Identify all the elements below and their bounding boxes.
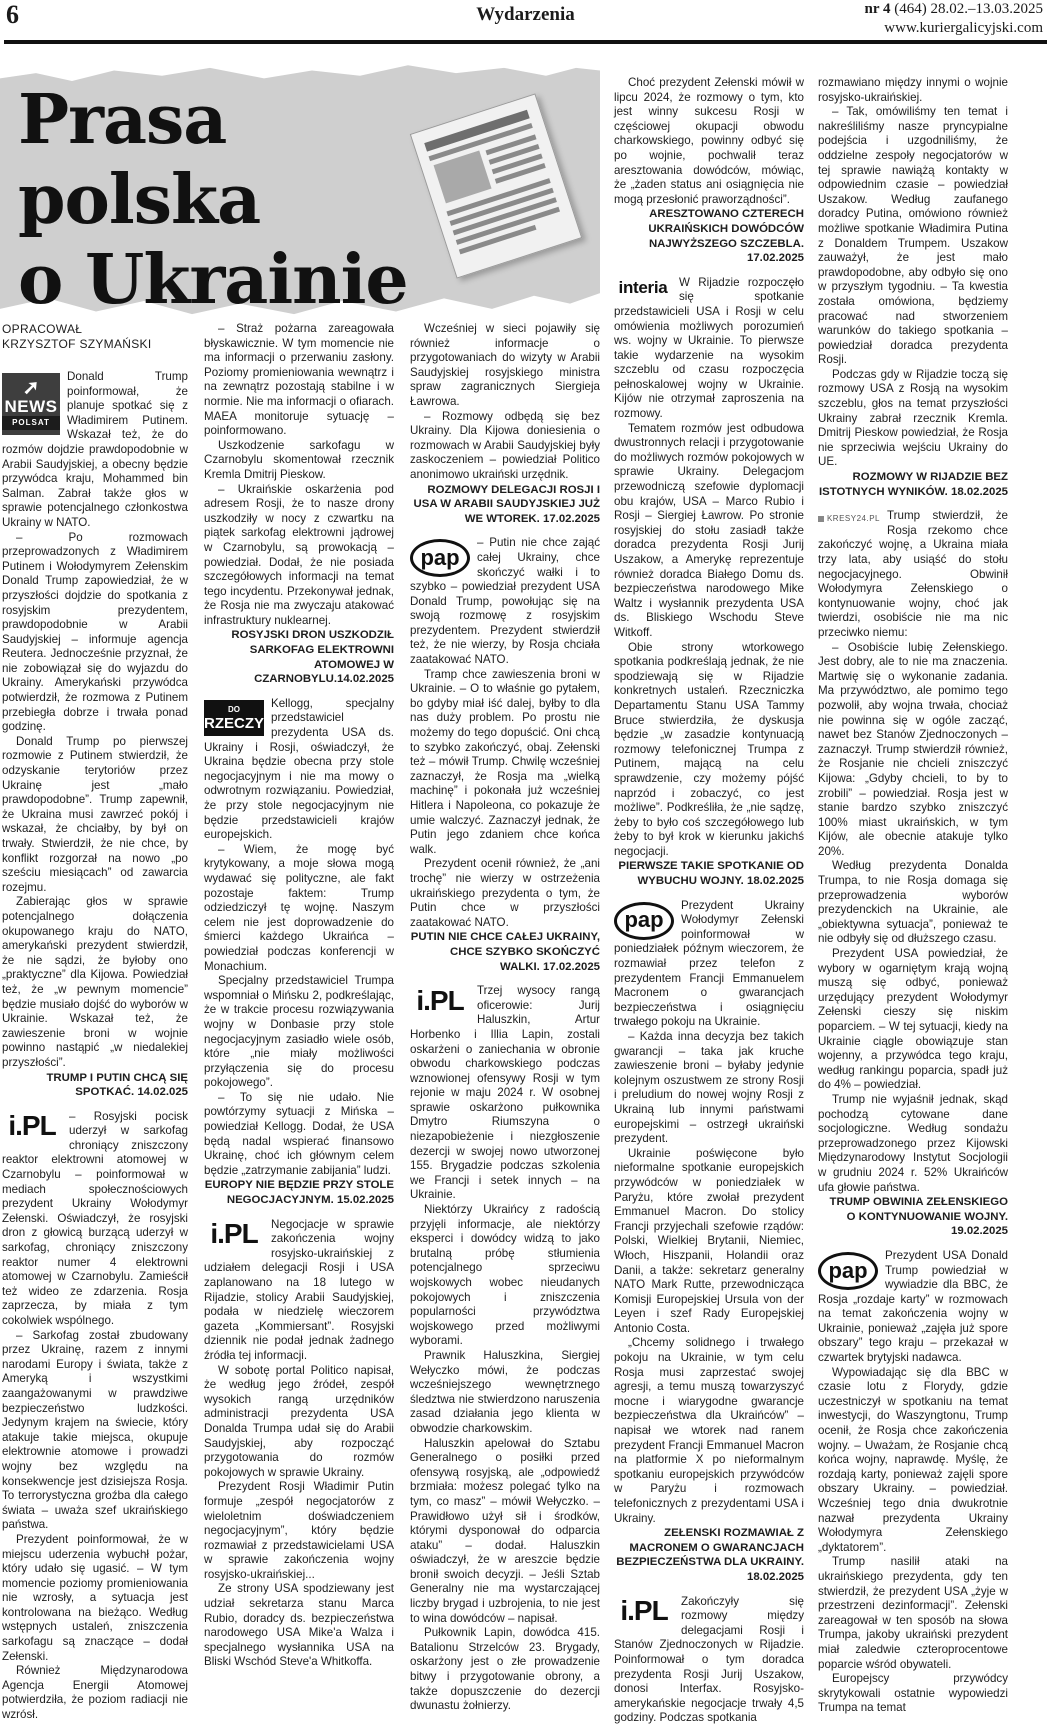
paragraph: Podczas gdy w Rijadzie toczą się rozmowy USA z Rosją na wysokim szczeblu, głos na temat przyszłości Ukrainy zabrał rzecznik Kremla. Dmitrij Pieskow powiedział, że Rosja nie sprzeciwia wejściu Ukrainy do UE. [818, 367, 1008, 469]
paragraph: – Sarkofag został zbudowany przez Ukrainę, razem z innymi narodami Europy i świata, także z Ameryką i wszystkimi zaangażowanymi w prawdziwe bezpieczeństwo ludzkości. Jedynym krajem na świecie, który atakuje takie miejsca, okupuje elektrownie atomowe i prowadzi wojny bez względu na konsekwencje jest dzisiejsza Rosja. To terrorystyczna groźba dla całego świata – uważa szef ukraińskiego państwa. [2, 1328, 188, 1532]
pap-logo: pap [410, 539, 470, 577]
interia-logo: interia [618, 278, 668, 298]
ipl-logo: i.PL [210, 1218, 258, 1250]
paragraph: – Ukraińskie oskarżenia pod adresem Rosji, że to nasze drony uszkodziły w nocy z czwartku na piątek sarkofag elektrowni jądrowej w Czarnobylu, są prowokacją – powiedział. Dodał, że nie posiada szczegółowych informacji na temat tego incydentu. Przekonywał jednak, że Rosja nie ma zwyczaju atakować infrastruktury nuklearnej. [204, 482, 394, 627]
pap-logo: pap [614, 902, 674, 940]
source-headline: ARESZTOWANO CZTERECH UKRAIŃSKICH DOWÓDCÓW NAJWYŻSZEGO SZCZEBLA. 17.02.2025 [648, 208, 804, 265]
paragraph: – Wiem, że mogę być krytykowany, a moje słowa mogą wydawać się polityczne, ale fakt pozostaje faktem: Trump odziedziczył tę wojnę. Naszym celem nie jest doprowadzenie do śmierci każdego Ukraińca – powiedział podczas konferencji w Monachium. [204, 842, 394, 973]
paragraph: Również Międzynarodowa Agencja Energii Atomowej potwierdziła, że poziom radiacji nie wzrósł. [2, 1664, 188, 1722]
paragraph: – Rozmowy odbędą się bez Ukrainy. Dla Kijowa doniesienia o rozmowach w Arabii Saudyjskiej były zaskoczeniem – powiedział Politico anonimowo ukraiński urzędnik. [410, 409, 600, 481]
paragraph: i.PL Negocjacje w sprawie zakończenia wojny rosyjsko-ukraińskiej z udziałem delegacji Rosji i USA zaplanowano na 18 lutego w Rijadzie, stolicy Arabii Saudyjskiej, podała w niedzielę wieczorem gazeta „Kommiersant”. Rosyjski dziennik nie podał jednak żadnego źródła tej informacji. [204, 1217, 394, 1362]
paragraph: Trump nasilił ataki na ukraińskiego prezydenta, gdy ten stwierdził, że prezydent USA „żyje w przestrzeni dezinformacji”. Zełenski zareagował w ten sposób na słowa Trumpa, jakoby ukraiński prezydent miał zaledwie czteroprocentowe poparcie wśród obywateli. [818, 1555, 1008, 1671]
column-5 [818, 76, 1008, 1715]
paragraph: Trump nie wyjaśnił jednak, skąd pochodzą cytowane dane socjologiczne. Według sondażu przeprowadzonego przez Kijowski Międzynarodowy Instytut Socjologii w grudniu 2024 r. 52% Ukraińców ufa głowie państwa. [818, 1092, 1008, 1194]
source-headline: ROZMOWY W RIJADZIE BEZ ISTOTNYCH WYNIKÓW. 18.02.2025 [818, 471, 1008, 498]
source-headline: ROSYJSKI DRON USZKODZIŁ SARKOFAG ELEKTROWNI ATOMOWEJ W CZARNOBYLU.14.02.2025 [231, 629, 394, 686]
paragraph: Prezydent ocenił również, że „ani trochę” nie wierzy w ostrzeżenia ukraińskiego prezydenta o tym, że Putin chce w przyszłości zaatakować NATO. [410, 857, 600, 929]
paragraph: ➚ NEWS POLSAT Donald Trump poinformował, że planuje spotkać się z Władimirem Putinem. Wskazał też, że do rozmów dojdzie prawdopodobnie w Arabii Saudyjskiej, a obecny będzie przywódca kraju, Mohammed bin Salman. Zabrał także głos w sprawie potencjalnego członkostwa Ukrainy w NATO. [2, 370, 188, 529]
paragraph: Specjalny przedstawiciel Trumpa wspomniał o Mińsku 2, podkreślając, że w trakcie procesu rozwiązywania wojny w Donbasie przy stole negocjacyjnym zasiadło wiele osób, które „nie miały możliwości przyłączenia się do procesu pokojowego”. [204, 974, 394, 1090]
column-4 [614, 76, 804, 1725]
kresy24-logo: KRESY24.PL [818, 512, 880, 526]
paragraph: Prezydent poinformował, że w miejscu uderzenia wybuchł pożar, który udało się ugasić. – W tym momencie poziomy promieniowania nie wzrosły, a sytuacja jest kontrolowana na bieżąco. Według wstępnych ustaleń, zniszczenia sarkofagu są znaczące – dodał Zełenski. [2, 1532, 188, 1663]
source-headline: PUTIN NIE CHCE CAŁEJ UKRAINY, CHCE SZYBKO SKOŃCZYĆ WALKI. 17.02.2025 [410, 931, 600, 973]
column-3 [410, 322, 600, 1713]
paragraph: Pułkownik Lapin, dowódca 415. Batalionu Strzelców 23. Brygady, oskarżony jest o złe prowadzenie bitwy i przygotowanie obrony, a także dopuszczenie do dezercji dwunastu żołnierzy. [410, 1626, 600, 1713]
ipl-logo: i.PL [620, 1595, 668, 1627]
paragraph: – Straż pożarna zareagowała błyskawicznie. W tym momencie nie ma informacji o przerwaniu zasłony. Poziomy promieniowania wewnątrz i na zewnątrz pozostają stabilne i w normie. Nie ma informacji o ofiarach. MAEA monitoruje sytuację – poinformowano. [204, 322, 394, 438]
paragraph: rozmawiano między innymi o wojnie rosyjsko-ukraińskiej. [818, 76, 1008, 104]
paragraph: Zabierając głos w sprawie potencjalnego dołączenia okupowanego kraju do NATO, amerykański prezydent stwierdził, że nie sądzi, że byłoby ono „praktyczne” dla Kijowa. Powiedział też, że „w pewnym momencie” będzie musiało dojść do wyborów w Ukrainie. Wskazał też, że zawieszenie broni w wojnie powinno nastąpić „w niedalekiej przyszłości”. [2, 895, 188, 1069]
source-headline: ZEŁENSKI ROZMAWIAŁ Z MACRONEM O GWARANCJACH BEZPIECZEŃSTWA DLA UKRAINY. 18.02.2025 [616, 1527, 804, 1583]
issue-number: nr 4 [864, 1, 891, 17]
source-headline: PIERWSZE TAKIE SPOTKANIE OD WYBUCHU WOJNY. 18.02.2025 [618, 860, 804, 888]
paragraph: Tematem rozmów jest odbudowa dwustronnych relacji i przygotowanie do możliwych rozmów pokojowych w sprawie Ukrainy. Delegacjom przewodniczą szefowie dyplomacji obu krajów, USA – Marco Rubio i Rosji – Siergiej Ławrow. Po stronie rosyjskiej do stołu zasiadł także doradca prezydenta Rosji Jurij Uszakow, a Amerykę reprezentuje również doradca Białego Domu ds. bezpieczeństwa narodowego Mike Waltz i wysłannik prezydenta USA ds. Bliskiego Wschodu Steve Witkoff. [614, 421, 804, 639]
website-url: www.kuriergalicyjski.com [884, 20, 1043, 36]
paragraph: Haluszkin apelował do Sztabu Generalnego o posiłki przed ofensywą rosyjską, ale „odpowiedź brzmiała: możesz polegać tylko na tym, co masz” – mówił Wełyczko. – Prawidłowo użył sił i środków, którymi dysponował do odparcia ataku” – dodał. Haluszkin oświadczył, że w areszcie będzie bronił swoich decyzji. – Jeśli Sztab Generalny nie ma wystarczającej liczby brygad i uzbrojenia, to nie jest to wina dowódców – napisał. [410, 1436, 600, 1625]
paragraph: Według prezydenta Donalda Trumpa, to nie Rosja domaga się przeprowadzenia wyborów prezydenckich na Ukrainie, ale „obiektywna sytuacja”, ponieważ te nie odbyły się od dłuższego czasu. [818, 859, 1008, 946]
paragraph: Wcześniej w sieci pojawiły się również informacje o przygotowaniach do wizyty w Arabii Saudyjskiej rosyjskiego ministra spraw zagranicznych Siergieja Ławrowa. [410, 322, 600, 408]
paragraph: – Tak, omówiliśmy ten temat i nakreśliliśmy nasze pryncypialne podejścia i uzgodniliśmy, że oddzielne zespoły negocjatorów w tej sprawie nawiążą kontakty w odpowiednim czasie – powiedział Uszakow. Według zaufanego doradcy Putina, omówiono również możliwe spotkanie Władimira Putina z Donaldem Trumpem. Uszakow zauważył, że jest mało prawdopodobne, aby odbyło się ono w przyszłym tygodniu. – Ta kwestia została omówiona, będziemy pracować nad stworzeniem warunków do takiego spotkania – powiedział doradca prezydenta Rosji. [818, 105, 1008, 367]
title-line-2: o Ukrainie [18, 240, 408, 320]
paragraph: „Chcemy solidnego i trwałego pokoju na Ukrainie, w tym celu Rosja musi zaprzestać swojej agresji, a temu muszą towarzyszyć mocne i wiarygodne gwarancje bezpieczeństwa dla Ukraińców” – napisał we wtorek nad ranem prezydent Francji Emmanuel Macron na platformie X po nieformalnym spotkaniu europejskich przywódców w Paryżu i rozmowach telefonicznych z prezydentami USA i Ukrainy. [614, 1336, 804, 1525]
paragraph: i.PL Trzej wysocy rangą oficerowie: Jurij Haluszkin, Artur Horbenko i Illia Lapin, zostali oskarżeni o zaniechania w obronie obwodu charkowskiego podczas wznowionej ofensywy Rosji w tym rejonie w maju 2024 r. W osobnej sprawie oskarżono pułkownika Dmytro Riumszyna o niezapobieżenie i niezgłoszenie dezercji w swojej nowo utworzonej 155. Brygadzie podczas szkolenia we Francji i setek innych – na Ukrainie. [410, 984, 600, 1202]
byline-label: OPRACOWAŁ [2, 322, 83, 336]
paragraph: Niektórzy Ukraińcy z radością przyjęli informacje, ale niektórzy eksperci i dowódcy widzą to jako brutalną próbę stłumienia potencjalnego sprzeciwu wojskowych wobec nieudanych pokojowych i zniszczenia popularności przywództwa wojskowego przed możliwymi wyborami. [410, 1203, 600, 1348]
paragraph: Wypowiadając się dla BBC w czasie lotu z Florydy, gdzie uczestniczył w spotkaniu na temat inwestycji, do Waszyngtonu, Trump ocenił, że Rosja chce zakończenia wojny. – Uważam, że Rosjanie chcą końca wojny, naprawdę. Myślę, że rozdają karty, ponieważ zajęli spore obszary Ukrainy. – powiedział. Wcześniej tego dnia dwukrotnie nazwał prezydenta Ukrainy Wołodymyra Zełenskiego „dyktatorem”. [818, 1365, 1008, 1554]
source-headline: ROZMOWY DELEGACJI ROSJI I USA W ARABII SAUDYJSKIEJ JUŻ WE WTOREK. 17.02.2025 [413, 483, 600, 525]
paragraph: Prezydent USA powiedział, że wybory w ogarniętym krają wojną muszą się odbyć, ponieważ urzędujący prezydent Wołodymyr Zełenski cieszy się niskim poparciem. – W tej sytuacji, kiedy na Ukrainie ciągle obowiązuje stan wojenny, a przywódca tego kraju, według rankingu poparcia, spadł już do 4% – powiedział. [818, 947, 1008, 1092]
do-rzeczy-logo: DO RZECZY [204, 700, 264, 736]
ipl-logo: i.PL [416, 984, 464, 1016]
paragraph: DO RZECZY Kellogg, specjalny przedstawiciel prezydenta USA ds. Ukrainy i Rosji, oświadczył, że Ukraina będzie obecna przy stole negocjacyjnym i nie ma mowy o odwrotnym rozwiązaniu. Powiedział, że przy stole negocjacyjnym nie będzie przedstawicieli krajów europejskich. [204, 696, 394, 842]
page-number: 6 [6, 0, 19, 29]
paragraph: Ze strony USA spodziewany jest udział sekretarza stanu Marca Rubio, doradcy ds. bezpieczeństwa narodowego USA Mike'a Walza i specjalnego wysłannika USA na Bliski Wschód Steve'a Whitkoffa. [204, 1582, 394, 1669]
paragraph: Europejscy przywódcy skrytykowali ostatnie wypowiedzi Trumpa na temat [818, 1672, 1008, 1715]
pap-logo: pap [818, 1252, 878, 1290]
paragraph: KRESY24.PL Trump stwierdził, że Rosja rzekomo chce zakończyć wojnę, a Ukraina miała trzy lata, aby usiąść do stołu negocjacyjnego. Obwinił Wołodymyra Zełenskiego o kontynuowanie wojny, choć jak twierdzi, osobiście nie ma nic przeciwko niemu: [818, 509, 1008, 639]
news-polsat-logo: ➚ NEWS POLSAT [2, 373, 60, 435]
paragraph: i.PL – Rosyjski pocisk uderzył w sarkofag chroniący zniszczony reaktor elektrowni atomowej w Czarnobylu – poinformował w mediach społecznościowych prezydent Ukrainy Wołodymyr Zełenski. Oświadczył, że rosyjski dron z głowicą burzącą uderzył w sarkofag, chroniący zniszczony reaktor numer 4 elektrowni atomowej w Czarnobylu. Zamieścił też wideo ze zdarzenia. Rosja zaprzecza, by miała z tym cokolwiek wspólnego. [2, 1109, 188, 1327]
source-headline: TRUMP OBWINIA ZEŁENSKIEGO O KONTYNUOWANIE WOJNY. 19.02.2025 [829, 1196, 1008, 1238]
ipl-logo: i.PL [8, 1110, 56, 1142]
paragraph: – Każda inna decyzja bez takich gwarancji – taka jak kruche zawieszenie broni – byłaby jedynie kolejnym oszustwem ze strony Rosji i preludium do nowej wojny Rosji z Ukrainą lub innymi państwami europejskimi – ostrzegł ukraiński prezydent. [614, 1030, 804, 1146]
paragraph: – Osobiście lubię Zełenskiego. Jest dobry, ale to nie ma znaczenia. Martwię się o wykonanie zadania. Ma przywództwo, ale pomimo tego pozwolił, aby wojna trwała, chociaż nie powinna się w ogóle zacząć, nawet bez Stanów Zjednoczonych – zaznaczył. Trump stwierdził również, że Rosjanie nie chcieli zniszczyć Kijowa: „Gdyby chcieli, to by to zrobili” – powiedział. Rosja jest w stanie bardzo szybko zniszczyć 100% miast ukraińskich, w tym Kijów, ale obecnie atakuje tylko 20%. [818, 640, 1008, 858]
issue-info [865, 0, 1043, 38]
paragraph: Uszkodzenie sarkofagu w Czarnobylu skomentował rzecznik Kremla Dmitrij Pieskow. [204, 438, 394, 481]
paragraph: W sobotę portal Politico napisał, że według jego źródeł, zespół wysokich rangą urzędników administracji prezydenta USA Donalda Trumpa udał się do Arabii Saudyjskiej, aby rozpocząć przygotowania do rozmów pokojowych w sprawie Ukrainy. [204, 1363, 394, 1479]
paragraph: Donald Trump po pierwszej rozmowie z Putinem stwierdził, że odzyskanie terytoriów przez Ukrainę jest „mało prawdopodobne”. Trump zapewnił, że Ukraina musi zawrzeć pokój i wskazał, że chciałby, by był on trwały. Stwierdził, że nie chce, by konflikt rozgorzał na nowo „po sześciu miesiącach” od zawarcia rozejmu. [2, 734, 188, 894]
paragraph: Ukrainie poświęcone było nieformalne spotkanie europejskich przywódców w poniedziałek w Paryżu, które zwołał prezydent Emmanuel Macron. Do stolicy Francji przyjechali szefowie rządów: Polski, Wielkiej Brytanii, Niemiec, Włoch, Hiszpanii, Holandii oraz Danii, a także: sekretarz generalny NATO Mark Rutte, przewodnicząca Komisji Europejskiej Ursula von der Leyen i szef Rady Europejskiej Antonio Costa. [614, 1146, 804, 1335]
paragraph: interia W Rijadzie rozpoczęło się spotkanie przedstawicieli USA i Rosji w celu omówienia możliwych porozumień ws. wojny w Ukrainie. To pierwsze takie wydarzenie na wysokim szczeblu od czasu rozpoczęcia pełnoskalowej wojny w Ukrainie. Kijów nie otrzymał zaproszenia na rozmowy. [614, 275, 804, 421]
byline-author: KRZYSZTOF SZYMAŃSKI [2, 337, 152, 351]
article-title [18, 80, 438, 320]
paragraph: pap Prezydent Ukrainy Wołodymyr Zełenski poinformował w poniedziałek późnym wieczorem, że rozmawiał przez telefon z prezydentem Francji Emmanuelem Macronem o gwarancjach bezpieczeństwa i osiągnięciu trwałego pokoju na Ukrainie. [614, 898, 804, 1029]
paragraph: i.PL Zakończyły się rozmowy między delegacjami Rosji i Stanów Zjednoczonych w Rijadzie. Poinformował o tym doradca prezydenta Rosji Jurij Uszakow, donosi Interfax. Rosyjsko-amerykańskie negocjacje trwały 4,5 godziny. Podczas spotkania [614, 1594, 804, 1725]
section-title: Wydarzenia [476, 4, 575, 25]
page-header [0, 0, 1051, 44]
issue-dates: (464) 28.02.–13.03.2025 [890, 1, 1043, 17]
paragraph: – Po rozmowach przeprowadzonych z Władimirem Putinem i Wołodymyrem Zełenskim Donald Trump zapowiedział, że w przyszłości dojdzie do spotkania z rosyjskim prezydentem, prawdopodobnie w Arabii Saudyjskiej – informuje agencja Reutera. Jednocześnie przyznał, że nie zobowiązał się do wyjazdu do Ukrainy. Amerykański przywódca potwierdził, że rozmowa z Putinem przebiegła dobrze i trwała ponad godzinę. [2, 530, 188, 734]
paragraph: Prezydent Rosji Władimir Putin formuje „zespół negocjatorów z wieloletnim doświadczeniem negocjacyjnym”, który będzie rozmawiał z przedstawicielami USA w sprawie zakończenia wojny rosyjsko-ukraińskiej... [204, 1480, 394, 1581]
paragraph: pap Prezydent USA Donald Trump powiedział w wywiadzie dla BBC, że Rosja „rozdaje karty” w rozmowach na temat zakończenia wojny w Ukrainie, ponieważ „zajęła już spore obszary” tego kraju – przekazał w czwartek brytyjski nadawca. [818, 1248, 1008, 1365]
source-headline: TRUMP I PUTIN CHCĄ SIĘ SPOTKAĆ. 14.02.025 [46, 1071, 188, 1099]
paragraph: – To się nie udało. Nie powtórzymy sytuacji z Mińska – powiedział Kellogg. Dodał, że USA będą nadal wspierać finansowo Ukrainę, choć ich głównym celem będzie „zatrzymanie zabijania” ludzi. [204, 1090, 394, 1177]
header-rule [4, 40, 1047, 44]
paragraph: pap – Putin nie chce zająć całej Ukrainy, chce skończyć wałki i to szybko – powiedział prezydent USA Donald Trump, powołując się na swoją rozmowę z rosyjskim prezydentem. Prezydent stwierdził też, że nie wierzy, by Rosja chciała zaatakować NATO. [410, 536, 600, 667]
paragraph: Prawnik Haluszkina, Siergiej Wełyczko mówi, że podczas wcześniejszego wewnętrznego śledztwa nie stwierdzono naruszenia zasad działania jego klienta w obwodzie charkowskim. [410, 1348, 600, 1435]
paragraph: Tramp chce zawieszenia broni w Ukrainie. – O to właśnie go pytałem, bo gdyby miał iść dalej, byłby to dla nas duży problem. Po prostu nie możemy do tego dopuścić. Oni chcą to szybko zakończyć, obaj. Zełenski też – mówił Trump. Chwilę wcześniej zaznaczył, że Rosja ma „wielką machinę” i pokonała już wcześniej Hitlera i Napoleona, co pokazuje że umie walczyć. Zaznaczył jednak, że Putin jego zdaniem chce końca walk. [410, 667, 600, 856]
title-line-1: Prasa polska [18, 80, 261, 240]
column-2 [204, 322, 394, 1669]
paragraph: Choć prezydent Zełenski mówił w lipcu 2024, że rozmowy o tym, kto jest winny sukcesu Rosji w częściowej okupacji obwodu charkowskiego, powinny odbyć się po wojnie, pochwalił teraz aresztowania dowódców, mówiąc, że „żaden status ani osiągnięcia nie mogą przesłonić praworządności”. [614, 76, 804, 206]
column-1 [2, 322, 188, 1722]
source-headline: EUROPY NIE BĘDZIE PRZY STOLE NEGOCJACYJNYM. 15.02.2025 [204, 1179, 394, 1207]
paragraph: Obie strony wtorkowego spotkania podkreślają jednak, że nie spodziewają się w Rijadzie konkretnych ustaleń. Rzeczniczka Departamentu Stanu USA Tammy Bruce stwierdziła, że dyskusja będzie „w zasadzie kontynuacją rozmowy telefonicznej Trumpa z Putinem, mającą na celu sprawdzenie, czy możemy pójść naprzód i zobaczyć, co jest możliwe”. Podkreśliła, że „nie sądzę, żeby to było coś szczegółowego lub żeby to był krok w kierunku jakichś negocjacji. [614, 640, 804, 858]
